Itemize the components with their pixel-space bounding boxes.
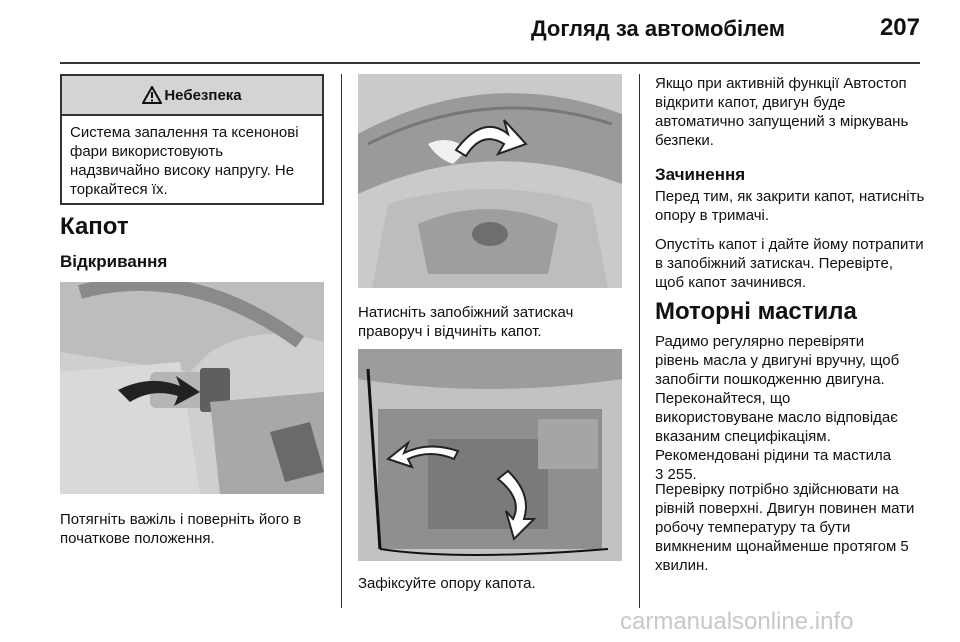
oil-line: запобігти пошкодженню двигуна. (655, 371, 885, 388)
warning-text: Система запалення та ксенонові фари використовують надзвичайно високу напругу. Не торкайтеся їх. (70, 124, 299, 198)
subheading-closing: Зачинення (655, 165, 746, 184)
figure-hood-prop-rod (358, 349, 622, 561)
closing-step-2: Опустіть капот і дайте йому потрапити в запобіжний затискач. Перевірте, щоб капот зачинився. (655, 236, 924, 291)
figure-hood-open (358, 74, 622, 288)
autostop-note: Якщо при активній функції Автостоп відкрити капот, двигун буде автоматично запущений з міркувань безпеки. (655, 75, 909, 149)
oil-line: Переконайтеся, що (655, 390, 791, 407)
caption-press-latch: Натисніть запобіжний затискач праворуч і відчиніть капот. (358, 304, 574, 340)
engine-oil-check-conditions: Перевірку потрібно здійснювати на рівній поверхні. Двигун повинен мати робочу температуру та бути вимкненим щонайменше протягом 5 хвилин. (655, 481, 915, 574)
caption-prop-rod: Зафіксуйте опору капота. (358, 575, 536, 592)
warning-title: Небезпека (164, 86, 242, 104)
page-reference-link[interactable]: 3 255. (655, 466, 697, 483)
section-heading-hood: Капот (60, 213, 129, 240)
section-heading-engine-oil: Моторні мастила (655, 298, 857, 325)
page-number: 207 (879, 14, 920, 41)
warning-header (62, 76, 322, 116)
closing-step-1: Перед тим, як закрити капот, натисніть опору в тримачі. (655, 188, 925, 224)
oil-line: рівень масла у двигуні вручну, щоб (655, 352, 900, 369)
oil-line: використовуване масло відповідає (655, 409, 898, 426)
caption-lever: Потягніть важіль і поверніть його в початкове положення. (60, 511, 302, 547)
header-rule (60, 62, 920, 64)
subheading-opening: Відкривання (60, 252, 168, 271)
figure-hood-release-lever (60, 282, 324, 494)
oil-line: вказаним специфікаціям. (655, 428, 831, 445)
running-header-title: Догляд за автомобілем (530, 16, 785, 41)
column-separator-2 (639, 74, 640, 608)
engine-oil-check-advice (655, 332, 930, 484)
oil-line: Радимо регулярно перевіряти (655, 333, 865, 350)
danger-warning-box (60, 74, 324, 205)
warning-triangle-icon (142, 86, 162, 104)
column-separator-1 (341, 74, 342, 608)
oil-line: Рекомендовані рідини та мастила (655, 447, 892, 464)
watermark: carmanualsonline.info (620, 608, 854, 635)
